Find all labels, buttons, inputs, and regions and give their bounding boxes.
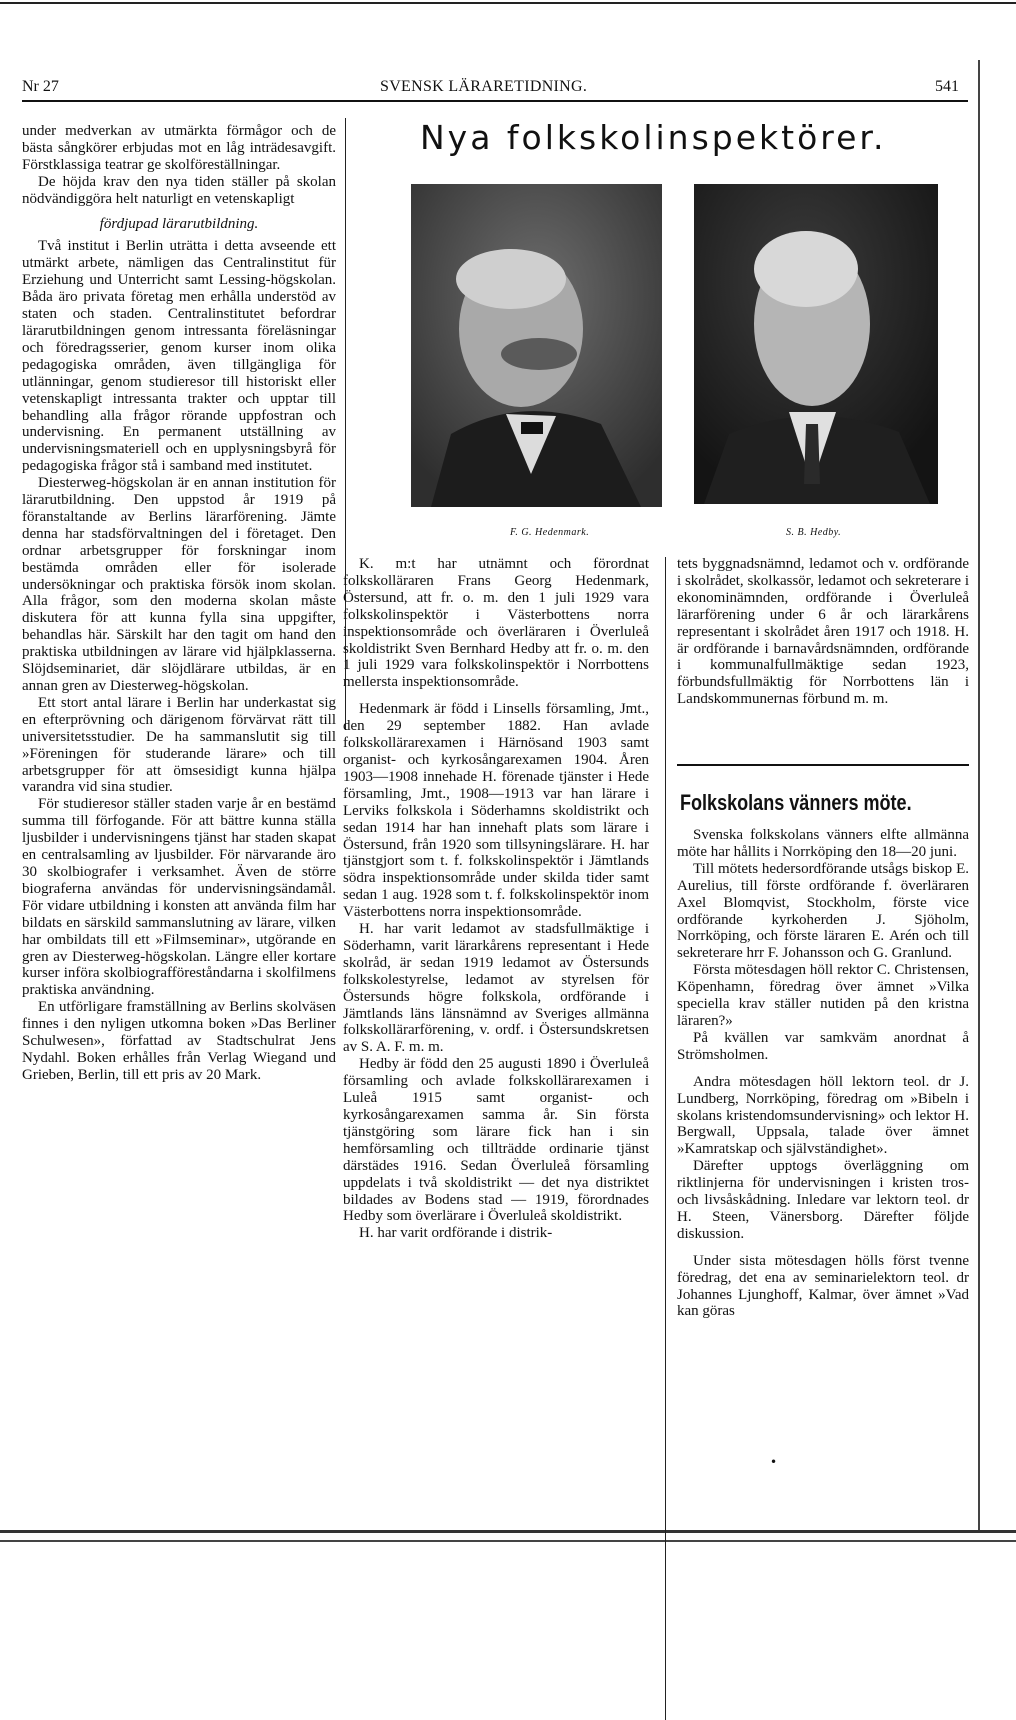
- issue-number: Nr 27: [22, 78, 59, 95]
- paragraph: En utförligare framställning av Berlins skolväsen finnes i den nyligen utkomna boken »Das Berliner Schulwesen», författad av Stadtschulrat Jens Nydahl. Boken erhålles från Verlag Wiegand und Grieben, Berlin, till ett pris av 20 Mark.: [22, 999, 336, 1083]
- paragraph: På kvällen var samkväm anordnat å Strömsholmen.: [677, 1029, 969, 1063]
- paragraph: H. har varit ledamot av stadsfullmäktige i Söderhamn, varit lärarkårens representant i Hede skolråd, är sedan 1919 ledamot av Östersunds folkskolestyrelse, ledamot av styrelsen för Östersunds högre folkskola, ordförande i Jämtlands läns länsnämnd av Sveriges allmänna folkskollärarförening, v. ordf. i Östersundskretsen av S. A. F. m. m.: [343, 921, 649, 1056]
- page-number: 541: [935, 78, 959, 95]
- caption-hedby: S. B. Hedby.: [786, 527, 842, 538]
- caption-hedenmark: F. G. Hedenmark.: [510, 527, 590, 538]
- paragraph: Ett stort antal lärare i Berlin har underkastat sig en efterprövning och därigenom förvärvat rätt till universitetsstudier. De ha sammanslutit sig till »Föreningen för studerande lärare» och till arbetsgrupper för att ömsesidigt kunna hjälpa varandra vid sina studier.: [22, 694, 336, 796]
- page-bottom-border: [0, 1530, 1016, 1533]
- section-rule: [677, 764, 969, 766]
- paragraph: Två institut i Berlin uträtta i detta avseende ett utmärkt arbete, nämligen das Centralinstitut für Erziehung und Unterricht samt Lessing-högskolan. Båda äro privata företag men erhålla understöd av staten och staden. Centralinstitutet befordrar lärarutbildningen genom intressanta föreläsningar och föredragsserier, genom kurser inom olika pedagogiska områden, även tillgängliga för utlänningar, genom studieresor till historiskt eller vetenskapligt intressanta trakter och upptar till behandling alla frågor rörande uppfostran och undervisning. En permanent utställning av undervisningsmateriell och en upplysningsbyrå för pedagogiska frågor stå i samband med institutet.: [22, 238, 336, 475]
- column-divider-right: [665, 557, 666, 1720]
- subheading: fördjupad lärarutbildning.: [99, 215, 259, 232]
- portrait-hedenmark-icon: [411, 184, 662, 507]
- header-rule: [22, 100, 968, 102]
- paragraph: tets byggnadsnämnd, ledamot och v. ordförande i skolrådet, skolkassör, ledamot och sekreterare i ekonominämnden, ordförande i Överluleå lärarförening under 6 år och lärarkårens representant i skolrådet åren 1917 och 1918. H. är ordförande i barnavårdsnämnden, ordförande i kommunalfullmäktige sedan 1923, förbundsfullmäktig för Norrbottens län i Landskommunernas förbund m. m.: [677, 556, 969, 708]
- portrait-photo-hedby: [694, 184, 938, 504]
- paragraph: under medverkan av utmärkta förmågor och de bästa sångkörer erbjudas mot en låg inträdesavgift. Förstklassiga teatrar ge skolföreställningar.: [22, 123, 336, 173]
- paragraph: De höjda krav den nya tiden ställer på skolan nödvändiggöra helt naturligt en vetenskapligt: [22, 173, 336, 207]
- paragraph: Diesterweg-högskolan är en annan institution för lärarutbildning. Den uppstod år 1919 på föranstaltande av Berlins lärarförening. Jämte denna har stadsförvaltningen del i företaget. Den ordnar arbetsgrupper för forskningar inom bestämda områden eller för isolerade undersökningar och praktiska försök inom skolan. Alla frågor, som den moderna skolan måste diskutera för att kunna fylla sina uppgifter, behandlas här. Särskilt har den tagit om hand den praktiska utbildningen av lärare vid hjälpklasserna. Slöjdseminariet, där slöjdlärare utbildas, är en annan gren av Diesterweg-högskolan.: [22, 475, 336, 694]
- paragraph: H. har varit ordförande i distrik-: [359, 1225, 553, 1242]
- paragraph: Hedby är född den 25 augusti 1890 i Överluleå församling och avlade folkskollärarexamen i Luleå 1915 samt organist- och kyrkosångarexamen samma år. Sin första tjänstgöring som lärare fick han i sin hemförsamling och tillträdde ordinarie tjänst därstädes 1916. Sedan Överluleå församling uppdelats i två skoldistrikt — det nya distriktet bildades av Bodens stad — 1919, förordnades Hedby som överlärare i Överluleå skoldistrikt.: [343, 1056, 649, 1225]
- paragraph: Under sista mötesdagen hölls först tvenne föredrag, det ena av seminarielektorn teol. dr Johannes Ljunghoff, Kalmar, över ämnet »Vad kan göras: [677, 1252, 969, 1320]
- paragraph: Andra mötesdagen höll lektorn teol. dr J. Lundberg, Norrköping, föredrag om »Bibeln i skolans kristendomsundervisning» och lektor H. Bergwall, Uppsala, talade över ämnet »Kamratskap och självständighet».: [677, 1073, 969, 1158]
- section-title: Folkskolans vänners möte.: [680, 790, 912, 815]
- page-top-border: [0, 2, 1016, 4]
- left-column: [22, 123, 336, 1084]
- paragraph: För studieresor ställer staden varje år en bestämd summa till förfogande. För att bättre kunna ställa ljusbilder i undervisningens tjänst har staden skapat en centralsamling av ljusbilder. För närvarande äro 30 skolbiografer i verksamhet. Även de större biograferna användas för undervisningsändamål. För vidare utbildning i konsten att använda film har bildats en särskild sammanslutning av lärare, vilken har ombildats till ett »Filmseminar», utgörande en gren av Diesterweg-högskolan. Längre eller kortare kurser införa skolbiografföreståndarna i skolfilmens praktiska användning.: [22, 796, 336, 999]
- paragraph: Svenska folkskolans vänners elfte allmänna möte har hållits i Norrköping den 18—20 juni.: [677, 827, 969, 860]
- article-title: Nya folkskolinspektörer.: [420, 118, 887, 157]
- page-right-border: [978, 60, 980, 1530]
- paragraph: Hedenmark är född i Linsells församling, Jmt., den 29 september 1882. Han avlade folkskollärarexamen i Härnösand 1903 samt organist- och kyrkosångarexamen 1904. Åren 1903—1908 innehade H. förenade tjänster i Hede församling, Jmt., 1908—1913 var han lärare i Lerviks folkskola i Söderhamns skoldistrikt och sedan 1914 har han innehaft plats som lärare i Östersund, från 1920 som tillsyningslärare. H. har tjänstgjort som t. f. folkskolinspektör i Jämtlands södra inspektionsområde under skilda tider samt sedan 1 aug. 1928 som t. f. folkskolinspektör inom Västerbottens norra inspektionsområde.: [343, 701, 649, 921]
- paragraph: Första mötesdagen höll rektor C. Christensen, Köpenhamn, föredrag över ämnet »Vilka speciella krav ställer nutiden på den kristna läraren?»: [677, 962, 969, 1029]
- paragraph: K. m:t har utnämnt och förordnat folkskolläraren Frans Georg Hedenmark, Östersund, att fr. o. m. den 1 juli 1929 vara folkskolinspektör i Västerbottens norra inspektionsområde och överläraren i Överluleå skoldistrikt Sven Bernhard Hedby att fr. o. m. den 1 juli 1929 vara folkskolinspektör i Norrbottens mellersta inspektionsområde.: [343, 556, 649, 691]
- article-column-middle: [343, 556, 649, 1242]
- paragraph: Därefter upptogs överläggning om riktlinjerna för undervisningen i kristen tros- och livsåskådning. Inledare var lektorn teol. dr H. Steen, Vänersborg. Därefter följde diskussion.: [677, 1158, 969, 1242]
- paragraph: Till mötets hedersordförande utsågs biskop E. Aurelius, till förste ordförande f. överläraren Axel Blomqvist, Stockholm, förste vice ordförande kyrkoherden J. Sjöholm, Norrköping, och förste läraren E. Arén och till sekreterare hrr F. Johansson och G. Granlund.: [677, 860, 969, 962]
- portrait-hedby-icon: [694, 184, 938, 504]
- article-column-right: [677, 556, 969, 708]
- print-dot: •: [770, 1455, 778, 1469]
- journal-title: SVENSK LÄRARETIDNING.: [380, 78, 588, 95]
- page-bottom-border-2: [0, 1540, 1016, 1542]
- meeting-column: [677, 827, 969, 1320]
- portrait-photo-hedenmark: [411, 184, 662, 507]
